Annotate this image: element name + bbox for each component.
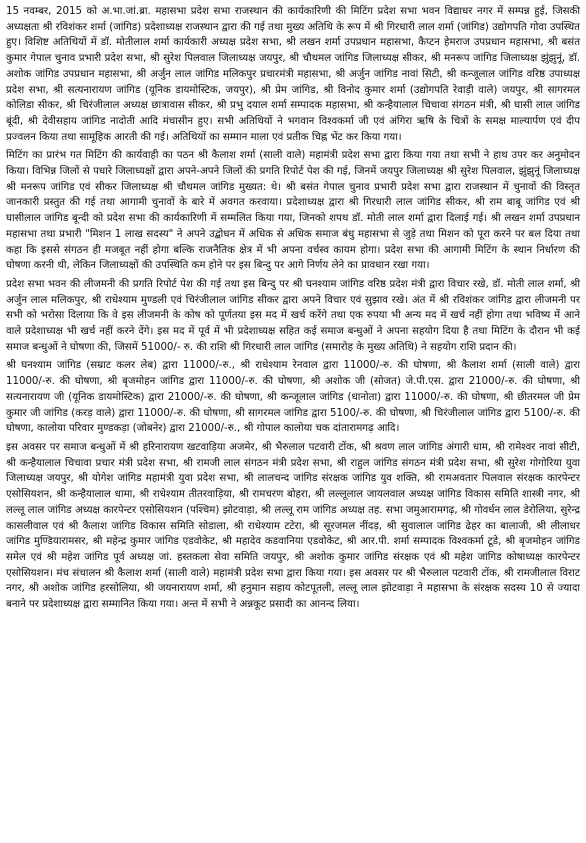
paragraph-meeting-opening: 15 नवम्बर, 2015 को अ.भा.जां.ब्रा. महासभा प्रदेश सभा राजस्थान की कार्यकारिणी की मिटिंग प्रदेश सभा भवन विद्याधर नगर में सम्पन्न हुई, जिसकी अध्यक्षता श्री रविशंकर शर्मा (जांगिड) प्रदेशाध्यक्ष राजस्थान द्वारा की गई तथा मुख्य अतिथि के रूप में श्री गिरधारी लाल शर्मा (जांगिड) उद्योगपति गोवा उपस्थित हुए। विशिष्ट अतिथियों में डॉ. मोतीलाल शर्मा कार्यकारी अध्यक्ष प्रदेश सभा, श्री लखन शर्मा उपप्रधान महासभा, कैप्टन हेमराज उपप्रधान महासभा, श्री बसंत कुमार गेपाल चुनाव प्रभारी प्रदेश सभा, श्री सुरेश पिलवाल जिलाध्यक्ष जयपुर, श्री चौथमल जांगिड जिलाध्यक्ष सीकर, श्री मनरूप जांगिड जिलाध्यक्ष झुंझुनूं, डॉ. अशोक जांगिड उपप्रधान महासभा, श्री अर्जुन लाल जांगिड मलिकपुर प्रचारमंत्री महासभा, श्री अर्जुन जांगिड नावां सिटी, श्री कन्जूलाल जांगिड वरिष्ठ उपाध्यक्ष प्रदेश सभा, श्री सत्यनारायण जांगिड (यूनिक डायमोस्टिक, जयपुर), श्री प्रेम जांगिड, श्री विनोद कुमार शर्मा (उद्योगपति रेवाड़ी वाले) जयपुर, श्री सागरमल कोलिडा सीकर, श्री चिरंजीलाल अध्यक्ष छात्रावास सीकर, श्री प्रभु दयाल शर्मा सम्पादक महासभा, श्री कन्हैयालाल चिचावा संगठन मंत्री, श्री घासी लाल जांगिड बूंदी, श्री देवीसहाय जांगिड नादोती आदि मंचासीन हुए। सभी अतिथियों ने भगवान विश्वकर्मा जी एवं अंगिरा ऋषि के चित्रों के समक्ष माल्यार्पण एवं दीप प्रज्वलन किया तथा सामूहिक आरती की गई। अतिथियों का सम्मान माला एवं प्रतीक चिह्न भेंट कर किया गया। [6, 6, 580, 143]
paragraph-meeting-proceedings: मिटिंग का प्रारंभ गत मिटिंग की कार्यवाही का पठन श्री कैलाश शर्मा (साली वाले) महामंत्री प्रदेश सभा द्वारा किया गया तथा सभी ने हाथ उपर कर अनुमोदन किया। विभिन्न जिलों से पधारे जिलाध्यक्षों द्वारा अपने-अपने जिलों की प्रगति रिपोर्ट पेश की गई, जिनमें जयपुर जिलाध्यक्ष श्री सुरेश पिलवाल, झुंझुनूं जिलाध्यक्ष श्री मनरूप जांगिड एवं सीकर जिलाध्यक्ष श्री चौथमल जांगिड मुख्यत: थे। श्री बसंत गेपाल चुनाव प्रभारी प्रदेश सभा द्वारा राजस्थान में चुनावों की विस्तृत जानकारी प्रस्तुत की गई तथा आगामी चुनावों के बारे में अवगत करवाया। प्रदेशाध्यक्ष द्वारा श्री गिरधारी लाल जांगिड सीकर, श्री राम बाबू जांगिड एवं श्री घासीलाल जांगिड बून्दी को प्रदेश सभा की कार्यकारिणी में सम्मलित किया गया, जिनको शपथ डॉ. मोती लाल शर्मा द्वारा दिलाई गई। श्री लखन शर्मा उपप्रधान महासभा तथा प्रभारी "मिशन 1 लाख सदस्य" ने अपने उद्बोधन में अधिक से अधिक समाज बंधु महासभा से जुड़े तथा मिशन को पूरा करने पर बल दिया तथा कहा कि इससे संगठन ही मजबूत नहीं होगा बल्कि राजनैतिक क्षेत्र में भी अपना वर्चस्व कायम होगा। प्रदेश सभा की आगामी मिटिंग के स्थान निर्धारण की घोषणा करनी थी, लेकिन जिलाध्यक्षों की उपस्थिति कम होने पर इस बिन्दु पर आगे निर्णय लेने का प्रावधान रखा गया। [6, 150, 580, 272]
paragraph-attendees-closing: इस अवसर पर समाज बन्धुओं में श्री हरिनारायण खटवाड़िया अजमेर, श्री भैरुलाल पटवारी टोंक, श्री श्रवण लाल जांगिड अंगारी धाम, श्री रामेश्वर नावां सीटी, श्री कन्हैयालाल चिचावा प्रचार मंत्री प्रदेश सभा, श्री रामजी लाल संगठन मंत्री प्रदेश सभा, श्री राहुल जांगिड संगठन मंत्री प्रदेश सभा, श्री सुरेश गोगोरिया युवा जिलाध्यक्ष जयपुर, श्री योगेश जांगिड महामंत्री युवा प्रदेश सभा, श्री लालचन्द जांगिड संरक्षक जांगिड युव शक्ति, श्री रामअवतार पिलवाल संरक्षक कारपेन्टर एसोसियशन, श्री कन्हैयालाल धामा, श्री राधेश्याम तीतरवाड़िया, श्री रामचरण बोहरा, श्री लल्लूलाल जायलवाल अध्यक्ष जांगिड विकास समिति शास्त्री नगर, श्री लल्लू लाल जांगिड अध्यक्ष कारपेन्टर एसोसियशन (पश्चिम) झोटवाड़ा, श्री लल्लू राम जांगिड अध्यक्ष तह. सभा जमुआरामगढ़, श्री गोवर्धन लाल डेरोलिया, सुरेन्द्र कासलीवाल एवं श्री कैलाश जांगिड विकास समिति सोडाला, श्री राधेश्याम टटेरा, श्री सूरजमल नींदड़, श्री सुवालाल जांगिड ढेहर का बालाजी, श्री लीलाधर जांगिड मुण्डियारामसर, श्री महेन्द्र कुमार जांगिड एडवोकेट, श्री महादेव कडवानिया एडवोकेट, श्री आर.पी. शर्मा सम्पादक विश्वकर्मा टूडे, श्री बृजमोहन जांगिड समेल एवं श्री महेश जांगिड पूर्व अध्यक्ष जां. हस्तकला सेवा समिति जयपुर, श्री अशोक कुमार जांगिड संरक्षक एवं श्री महेश जांगिड कोषाध्यक्ष कारपेन्टर एसोसियशन। मंच संचालन श्री कैलाश शर्मा (साली वाले) महामंत्री प्रदेश सभा द्वारा किया गया। इस अवसर पर श्री भैरुलाल पटवारी टोंक, श्री रामजीलाल विराट नगर, श्री अशोक जांगिड हरसोलिया, श्री जयनारायण शर्मा, श्री हनुमान सहाय कोटपूतली, लल्लू लाल झोटवाड़ा ने महासभा के संरक्षक सदस्य 10 से ज्यादा बनाने पर प्रदेशाध्यक्ष द्वारा सम्मानित किया गया। अन्त में सभी ने अन्नकूट प्रसादी का आनन्द लिया। [6, 441, 580, 611]
paragraph-donations: श्री घनश्याम जांगिड (सम्राट कलर लेब) द्वारा 11000/-रु., श्री राधेश्याम रेनवाल द्वारा 11000/-रु. की घोषणा, श्री कैलाश शर्मा (साली वाले) द्वारा 11000/-रु. की घोषणा, श्री बृजमोहन जांगिड द्वारा 11000/-रु. की घोषणा, श्री अशोक जी (सोजत) जे.पी.एस. द्वारा 21000/-रु. की घोषणा, श्री सत्यनारायण जी (यूनिक डायमोस्टिक) द्वारा 21000/-रु. की घोषणा, श्री कन्जूलाल जांगिड (धानोता) द्वारा 11000/-रु. की घोषणा, श्री छीतरमल जी प्रेम कुमार जी जांगिड (करड़ वाले) द्वारा 11000/-रु. की घोषणा, श्री सागरमल जांगिड द्वारा 5100/-रु. की घोषणा, श्री चिरंजीलाल जांगिड द्वारा 5100/-रु. की घोषणा, कालोया परिवार मुण्डकड़ा (जोबनेर) द्वारा 21000/-रु., श्री गोपाल कालोया चक दांतारामगढ़ आदि। [6, 360, 580, 435]
paragraph-lease-money: प्रदेश सभा भवन की लीजमनी की प्रगति रिपोर्ट पेश की गई तथा इस बिन्दु पर श्री घनश्याम जांगिड वरिष्ठ प्रदेश मंत्री द्वारा विचार रखे, डॉ. मोती लाल शर्मा, श्री अर्जुन लाल मलिकपुर, श्री राधेश्याम मुण्डली एवं चिरंजीलाल जांगिड सीकर द्वारा अपने विचार एवं सुझाव रखे। अंत में श्री रविशंकर जांगिड द्वारा लीजमनी पर सभी को भरोसा दिलाया कि वे इस लीजमनी के कोष को पूर्णतया इस मद में खर्च करेंगे तथा एक रुपया भी अन्य मद में खर्च नहीं होगा तथा भविष्य में आने वाले प्रदेशाध्यक्ष भी खर्च नहीं करने देंगे। इस मद में पूर्व में भी प्रदेशाध्यक्ष सहित कई समाज बन्धुओं ने अपना सहयोग दिया है तथा मिटिंग के दौरान भी कई समाज बन्धुओं ने घोषणा की, जिसमें 51000/- रु. की राशि श्री गिरधारी लाल जांगिड (समारोह के मुख्य अतिथि) ने सहयोग राशि प्रदान की। [6, 278, 580, 353]
